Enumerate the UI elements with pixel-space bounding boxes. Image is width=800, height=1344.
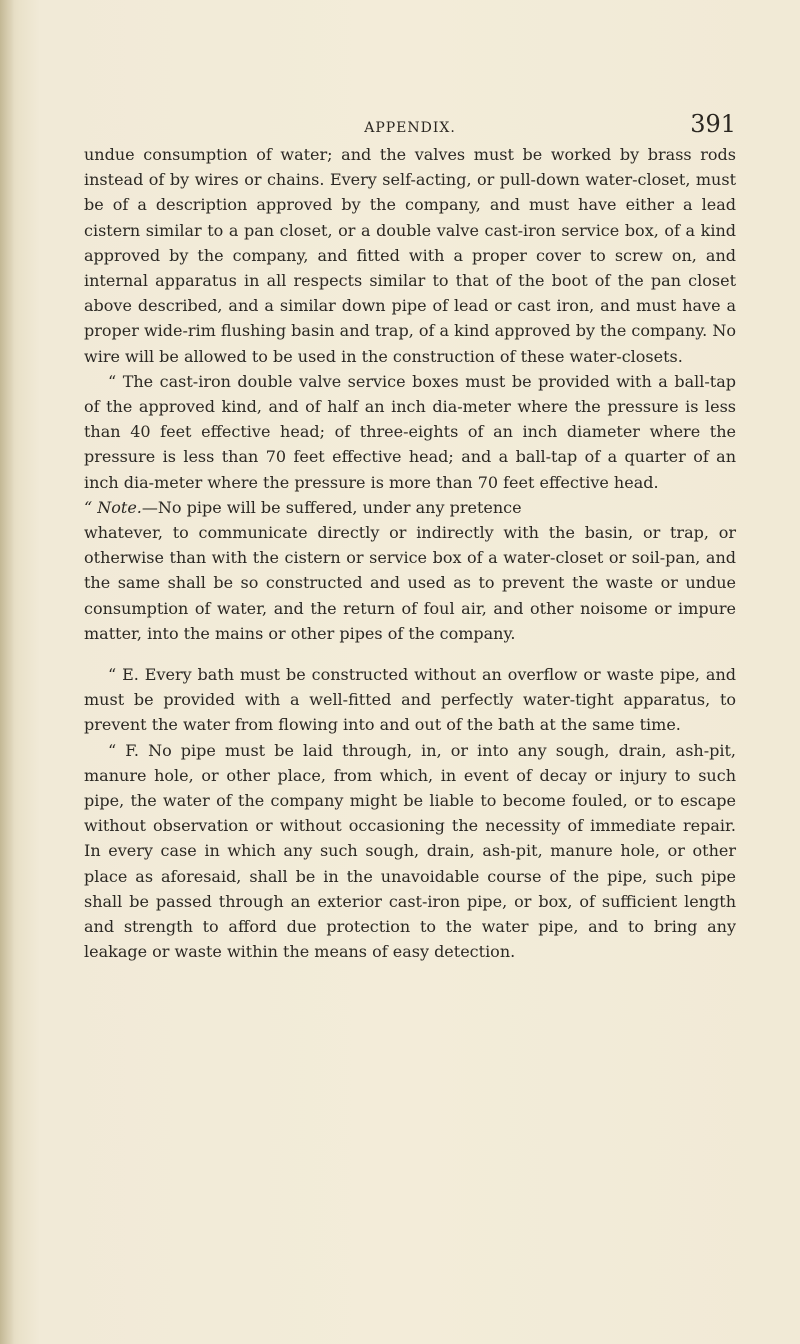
page-number: 391 xyxy=(690,110,736,138)
note-label: “ Note. xyxy=(84,497,142,517)
binding-edge xyxy=(0,0,14,1344)
body-text xyxy=(84,142,736,965)
note-body: whatever, to communicate directly or indirectly with the basin, or trap, or otherwise than with the cistern or service box of a water-closet or soil-pan, and the same shall be so constructed and used as to prevent the waste or undue consumption of water, and the return of foul air, and other noisome or impure matter, into the mains or other pipes of the company. xyxy=(84,523,736,643)
page-header xyxy=(84,110,736,140)
running-head: APPENDIX. xyxy=(364,120,456,136)
note-paragraph xyxy=(84,495,736,520)
section-gap xyxy=(84,646,736,662)
paragraph-service-boxes: “ The cast-iron double valve service boxes must be provided with a ball-tap of the approved kind, and of half an inch dia-meter where the pressure is less than 40 feet effective head; of three-eights of an inch diameter where the pressure is less than 70 feet effective head; and a ball-tap of a quarter of an inch dia-meter where the pressure is more than 70 feet effective head. xyxy=(84,371,736,492)
note-first-line: —No pipe will be suffered, under any pretence xyxy=(141,497,522,517)
paragraph-bath: “ E. Every bath must be constructed without an overflow or waste pipe, and must be provided with a well-fitted and perfectly water-tight apparatus, to prevent the water from flowing into and out of the bath at the same time. xyxy=(84,665,736,735)
paragraph-pipes: “ F. No pipe must be laid through, in, or into any sough, drain, ash-pit, manure hole, or other place, from which, in event of decay or injury to such pipe, the water of the company might be liable to become fouled, or to escape without observation or without occasioning the necessity of immediate repair. In every case in which any such sough, drain, ash-pit, manure hole, or other place as aforesaid, shall be in the unavoidable course of the pipe, such pipe shall be passed through an exterior cast-iron pipe, or box, of sufficient length and strength to afford due protection to the water pipe, and to bring any leakage or waste within the means of easy detection. xyxy=(84,740,736,962)
paragraph-closets: undue consumption of water; and the valves must be worked by brass rods instead of by wires or chains. Every self-acting, or pull-down water-closet, must be of a description approved by the company, and must have either a lead cistern similar to a pan closet, or a double valve cast-iron service box, of a kind approved by the company, and fitted with a proper cover to screw on, and internal apparatus in all respects similar to that of the boot of the pan closet above described, and a similar down pipe of lead or cast iron, and must have a proper wide-rim flushing basin and trap, of a kind approved by the company. No wire will be allowed to be used in the construction of these water-closets. xyxy=(84,145,736,366)
